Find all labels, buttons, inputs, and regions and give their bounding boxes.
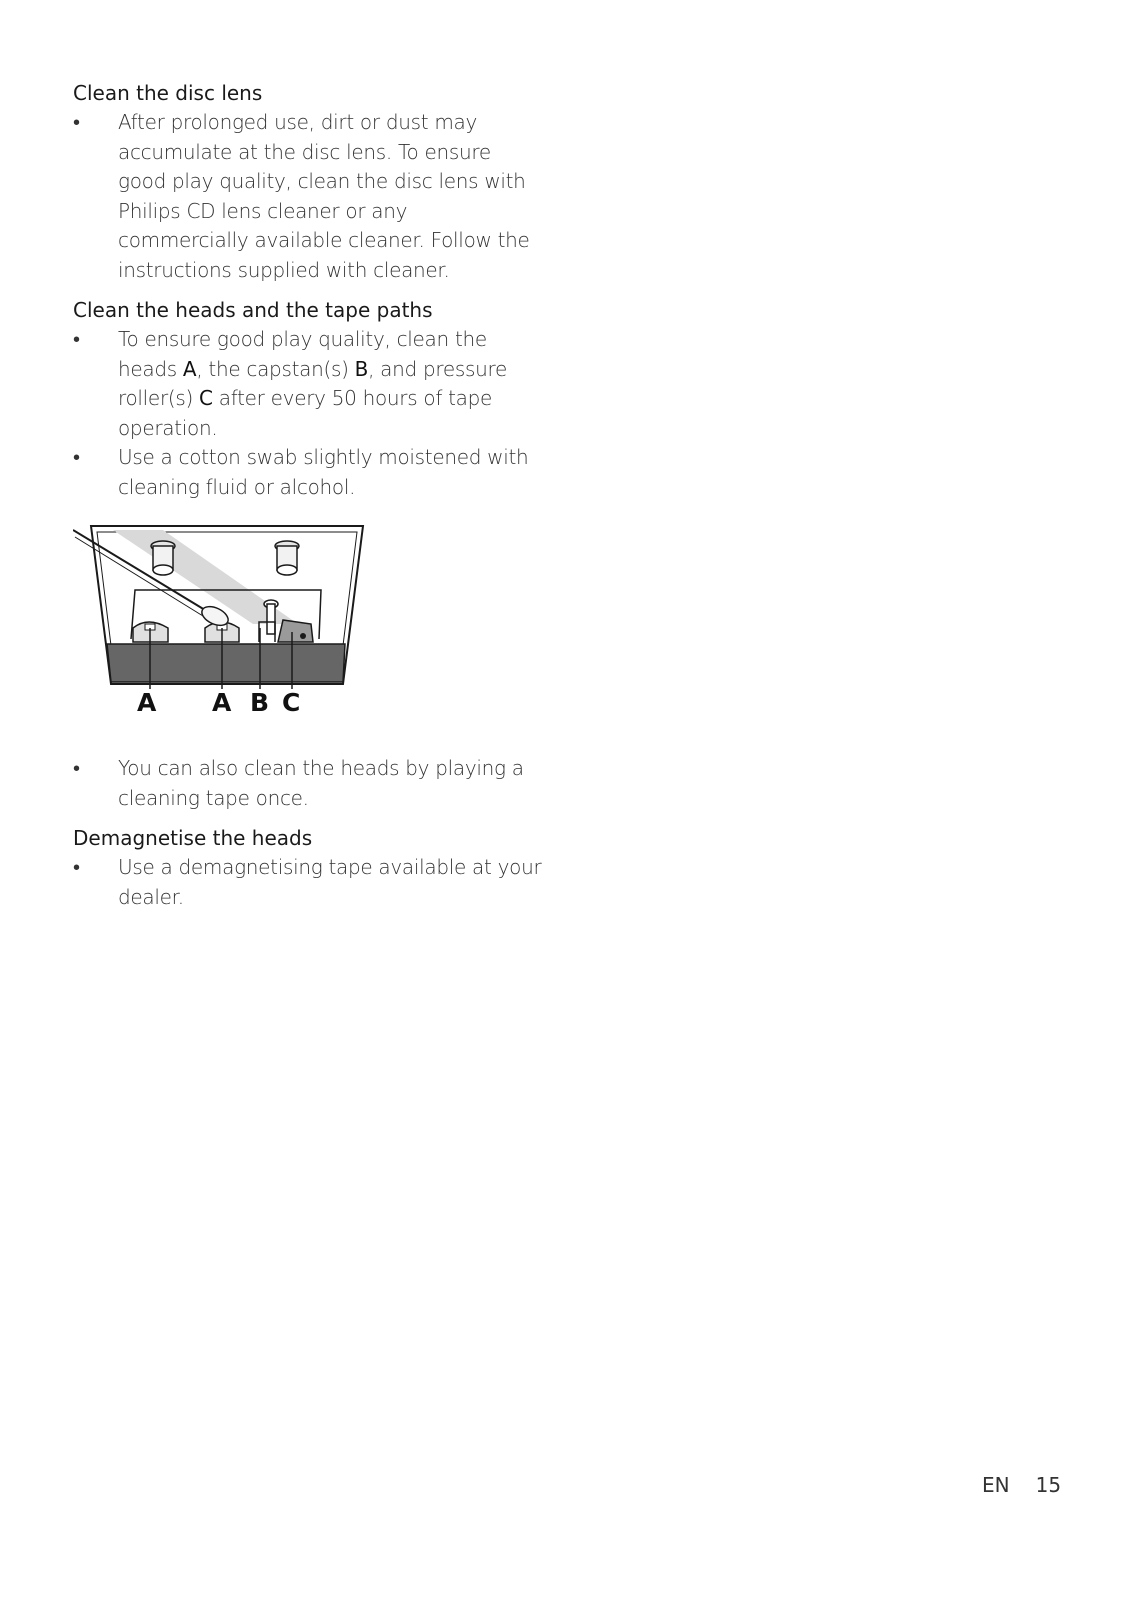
- label-a: A: [182, 356, 197, 381]
- bullet-symbol: •: [73, 756, 80, 780]
- bullet-symbol: •: [73, 110, 80, 134]
- bullet-text-part: , the capstan(s): [196, 356, 355, 381]
- bullet-text-part: after every 50 hours of tape operation.: [118, 386, 493, 440]
- demagnetise-bullets: [73, 853, 543, 912]
- label-b: B: [354, 356, 369, 381]
- list-item: [73, 443, 543, 502]
- bullet-symbol: •: [73, 445, 80, 469]
- section-heading-disc-lens: Clean the disc lens: [73, 81, 263, 105]
- list-item: [73, 754, 543, 813]
- tape-paths-bullets: [73, 325, 543, 502]
- page-footer: [982, 1473, 1061, 1497]
- right-spindle: [275, 541, 299, 575]
- pressure-roller-c: [278, 620, 313, 642]
- bullet-text-part: To ensure good play quality, clean the heads: [118, 327, 487, 381]
- disc-lens-bullets: [73, 108, 543, 285]
- tape-deck-illustration: [73, 524, 373, 724]
- label-c: C: [199, 386, 213, 410]
- bullet-text-part: , and pressure roller(s): [118, 356, 507, 410]
- bullet-text: Use a demagnetising tape available at your dealer.: [118, 855, 542, 909]
- bullet-symbol: •: [73, 327, 80, 351]
- manual-content: [73, 78, 543, 922]
- list-item: [73, 325, 543, 443]
- bullet-text: You can also clean the heads by playing a cleaning tape once.: [118, 756, 524, 810]
- list-item: [73, 108, 543, 285]
- figure-label-a-middle: A: [212, 688, 232, 717]
- tape-deck-drawing: [73, 524, 373, 689]
- figure-label-a-left: A: [137, 688, 157, 717]
- section-heading-tape-paths: Clean the heads and the tape paths: [73, 298, 433, 322]
- figure-label-b: B: [250, 688, 270, 717]
- bullet-text: Use a cotton swab slightly moistened with cleaning fluid or alcohol.: [118, 445, 529, 499]
- language-code: EN: [982, 1473, 1010, 1497]
- left-spindle: [151, 541, 175, 575]
- figure-label-c: C: [282, 688, 301, 717]
- cleaning-tape-bullets: [73, 754, 543, 813]
- bullet-symbol: •: [73, 855, 80, 879]
- list-item: [73, 853, 543, 912]
- bullet-text: After prolonged use, dirt or dust may accumulate at the disc lens. To ensure good play quality, clean the disc lens with Philips CD lens cleaner or any commercially available cleaner. Follow the instructions supplied with cleaner.: [118, 110, 530, 282]
- section-heading-demagnetise: Demagnetise the heads: [73, 826, 313, 850]
- page-number: 15: [1035, 1473, 1062, 1497]
